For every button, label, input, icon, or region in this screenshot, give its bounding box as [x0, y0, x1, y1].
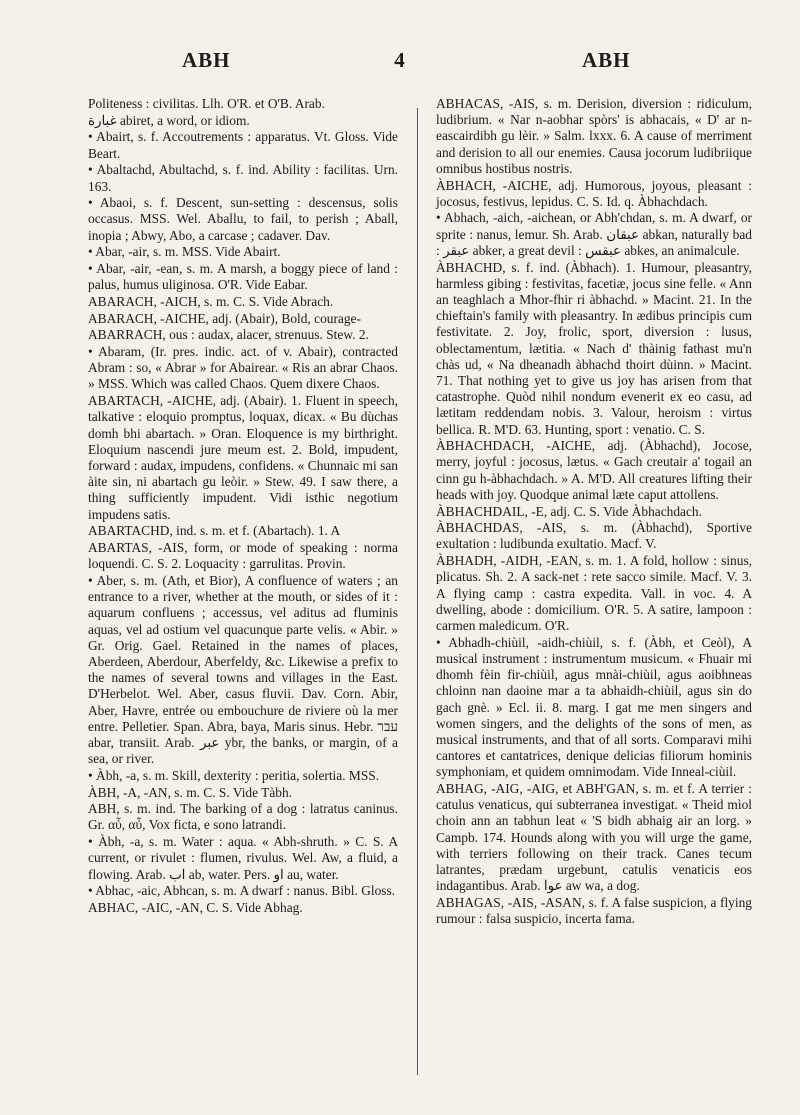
dictionary-entry: ABHAC, -AIC, -AN, C. S. Vide Abhag.: [88, 899, 303, 915]
dictionary-entry: • Àbh, -a, s. m. Water : aqua. « Abh-shruth. » C. S. A current, or rivulet : flumen, rivulus. Wel. Aw, a fluid, a flowing. Arab. اب ab, water. Pers. او au, water.: [88, 834, 398, 882]
dictionary-entry: • Abairt, s. f. Accoutrements : apparatus. Vt. Gloss. Vide Beart.: [88, 129, 398, 161]
dictionary-entry: • Àbh, -a, s. m. Skill, dexterity : peritia, solertia. MSS.: [88, 767, 380, 783]
dictionary-entry: ÀBHACHDAS, -AIS, s. m. (Àbhachd), Sportive exultation : ludibunda exultatio. Macf. V.: [436, 520, 752, 552]
dictionary-entry: ÀBHACHDACH, -AICHE, adj. (Àbhachd), Jocose, merry, joyful : jocosus, lætus. « Gach creutair a' togail an cinn gu h-àbhachdach. » A. M'D. All creatures lifting their heads with joy. Quodque animal læte caput attollens.: [436, 438, 752, 502]
dictionary-entry: ÀBHADH, -AIDH, -EAN, s. m. 1. A fold, hollow : sinus, plicatus. Sh. 2. A sack-net : rete sacco simile. Macf. V. 3. A flying camp : castra expedita. Vall. in voc. 4. A dwelling, abode : domicilium. O'R. 5. A satire, lampoon : carmen maledicum. O'R.: [436, 553, 752, 633]
dictionary-entry: • Abar, -air, -ean, s. m. A marsh, a boggy piece of land : palus, humus uliginosa. O'R. Vide Eabar.: [88, 261, 398, 293]
left-column: [88, 96, 398, 917]
dictionary-entry: • Abhadh-chiùil, -aidh-chiùil, s. f. (Àbh, et Ceòl), A musical instrument : instrumentum musicum. « Fhuair mi dhomh fèin fir-chiùil, agus mnài-chiùil, agus aoibhneas chloinn nan daoine mar a ta abhaidh-chiùil, agus sin do gach gnè. » Ecl. ii. 8. marg. I gat me men singers and women singers, and the delights of the sons of men, as musical instruments, and that of all sorts. Comparavi mihi cantores et cantatrices, denique delicias filiorum hominis symphoniam, et quidem omnimodam. Vide Inneal-ciùil.: [436, 634, 752, 780]
dictionary-entry: ABARTACHD, ind. s. m. et f. (Abartach). 1. A: [88, 523, 341, 539]
dictionary-entry: ÀBHACHDAIL, -E, adj. C. S. Vide Àbhachdach.: [436, 503, 702, 519]
dictionary-entry: ABARACH, -AICHE, adj. (Abair), Bold, courage-: [88, 310, 361, 326]
dictionary-entry: • Abar, -air, s. m. MSS. Vide Abairt.: [88, 244, 281, 260]
dictionary-entry: ABARRACH, ous : audax, alacer, strenuus. Stew. 2.: [88, 327, 369, 343]
dictionary-entry: ÀBH, -A, -AN, s. m. C. S. Vide Tàbh.: [88, 784, 293, 800]
dictionary-entry: ÀBHACHD, s. f. ind. (Àbhach). 1. Humour, pleasantry, harmless gibing : festivitas, facetiæ, jocus sine felle. « Ann an teaghlach a Mhor-fhir ri àbhachd. » Macint. 21. In the chieftain's family with pleasantry. In ædibus principis cum festivitate. 2. Joy, frolic, sport, diversion : lusus, oblectamentum, lætitia. « Nach d' thàinig fathast mu'n chàs ud, « Na dheanadh àbhachd thoirt dùinn. » Macint. 71. That nothing yet to give us joy has arisen from that catastrophe. Quòd nihil nondum evenerit ex eo casu, ad lætitam reddendam nobis. 3. Valour, heroism : virtus bellica. R. M'D. 63. Hunting, sport : venatio. C. S.: [436, 259, 752, 437]
column-divider: [417, 108, 418, 1075]
page-number: 4: [394, 48, 406, 72]
running-head-left: ABH: [182, 48, 231, 72]
dictionary-entry: • Abhac, -aic, Abhcan, s. m. A dwarf : nanus. Bibl. Gloss.: [88, 883, 396, 899]
dictionary-entry: ABHAG, -AIG, -AIG, et ABH'GAN, s. m. et f. A terrier : catulus venaticus, qui subterranea investigat. « Theid mìol choin ann an tabhun leat « 'S bidh abhaig air an lorg. » Campb. 174. Hounds along with you will urge the game, with terriers following on their track. Canes tecum latrantes, prædam urgebunt, catulis venaticis eos indagantibus. Arab. عوا aw wa, a dog.: [436, 781, 752, 894]
running-head-right: ABH: [582, 48, 631, 72]
dictionary-entry: Politeness : civilitas. Llh. O'R. et O'B. Arab.: [88, 96, 325, 111]
dictionary-entry: ABH, s. m. ind. The barking of a dog : latratus caninus. Gr. αὖ, αὖ, Vox ficta, e sono latrandi.: [88, 801, 398, 833]
dictionary-entry: ÀBHACH, -AICHE, adj. Humorous, joyous, pleasant : jocosus, festivus, lepidus. C. S. Id. q. Àbhachdach.: [436, 177, 752, 209]
dictionary-entry: ABARTAS, -AIS, form, or mode of speaking : norma loquendi. C. S. 2. Loquacity : garrulitas. Provin.: [88, 539, 398, 572]
dictionary-entry: • Abaram, (Ir. pres. indic. act. of v. Abair), contracted Abram : so, « Abrar » for Abairear. « Ris an abrar Chaos. » MSS. Which was called Chaos. Quem dixere Chaos.: [88, 344, 398, 392]
dictionary-entry: • Abaltachd, Abultachd, s. f. ind. Ability : facilitas. Urn. 163.: [88, 162, 398, 194]
right-column: [436, 96, 752, 928]
dictionary-entry: • Abaoi, s. f. Descent, sun-setting : descensus, solis occasus. MSS. Wel. Aballu, to fail, to perish ; Aball, inopia ; Abwy, Abo, a carcase ; cadaver. Dav.: [88, 195, 398, 243]
dictionary-entry: ABARTACH, -AICHE, adj. (Abair). 1. Fluent in speech, talkative : eloquio promptus, loquax, dicax. « Bu dùchas domh bhi abartach. » Oran. Eloquence is my birthright. Eloquium nascendi jure meum est. 2. Bold, impudent, forward : audax, impudens, confidens. « Chunnaic mi san àite sin, ni abartach gu leòir. » Stew. 49. I saw there, a thing sufficiently impudent. Vidi isthic negotium impudens satis.: [88, 393, 398, 522]
dictionary-entry: • Aber, s. m. (Ath, et Bior), A confluence of waters ; an entrance to a river, whether at the mouth, or sides of it : aquarum confluens ; accessus, vel aditus ad fluminis aquas, vel ad ostium vel quacunque parte velis. « Abir. » Gr. Orig. Gael. Retained in the names of places, Aberdeen, Aberdour, Aberfeldy, &c. Likewise a prefix to the names of several towns and villages in the East. D'Herbelot. Wel. Aber, casus fluvii. Dav. Corn. Abir, Aber, Havre, entrée ou embouchure de riviere où la mer entre. Pelletier. Span. Abra, baya, Maris sinus. Hebr. עבר abar, transiit. Arab. عبر ybr, the banks, or margin, of a sea, or river.: [88, 572, 398, 767]
page-header: [0, 48, 800, 78]
dictionary-entry: ABHAGAS, -AIS, -ASAN, s. f. A false suspicion, a flying rumour : falsa suspicio, incerta fama.: [436, 894, 752, 927]
dictionary-entry: • Abhach, -aich, -aichean, or Abh'chdan, s. m. A dwarf, or sprite : nanus, lemur. Sh. Arab. عبقان abkan, naturally bad : عبقر abker, a great devil : عبقس abkes, an animalcule.: [436, 210, 752, 258]
dictionary-entry: ABARACH, -AICH, s. m. C. S. Vide Abrach.: [88, 293, 334, 309]
dictionary-entry: ABHACAS, -AIS, s. m. Derision, diversion : ridiculum, ludibrium. « Nar n-aobhar spòrs' is abhacais, « D' ar n-eascairdibh gu lèir. » Salm. lxxx. 6. A cause of merriment and derision to all our enemies. Causa jocorum ludibriique omnibus hostibus nostris.: [436, 96, 752, 176]
dictionary-entry: غبارة abiret, a word, or idiom.: [88, 112, 250, 128]
